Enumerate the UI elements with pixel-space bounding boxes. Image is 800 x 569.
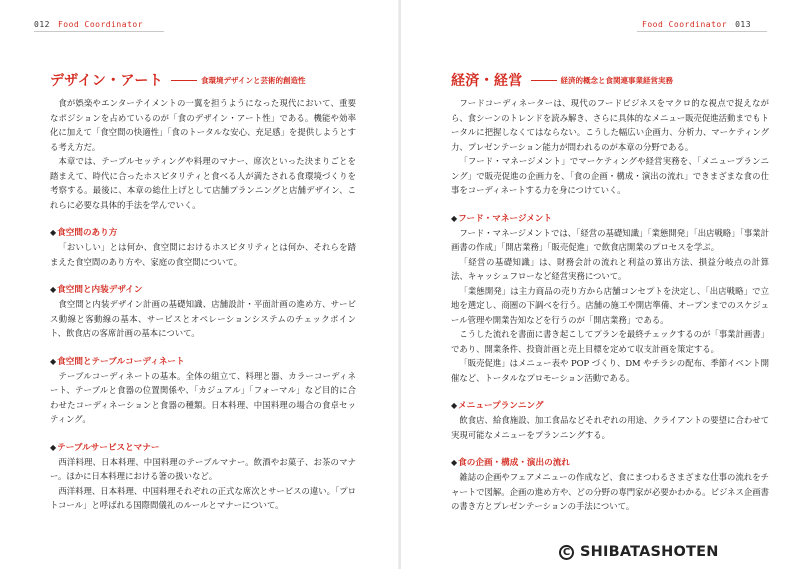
subsection bbox=[451, 456, 769, 514]
subsection-title: 食空間と内装デザイン bbox=[57, 285, 143, 295]
page-number: 012 bbox=[34, 19, 50, 29]
diamond-bullet-icon: ◆ bbox=[50, 228, 57, 237]
section-heading bbox=[451, 70, 673, 90]
intro bbox=[50, 96, 356, 212]
diamond-bullet-icon: ◆ bbox=[50, 356, 57, 366]
running-head-left bbox=[34, 18, 143, 30]
running-head-right bbox=[642, 18, 751, 30]
intro-paragraph: 本章では、テーブルセッティングや料理のマナー、席次といった決まりごとを踏まえて、時代に合ったホスピタリティと食べる人が満たされる食環境づくりを考察する。最後に、本章の総仕上げとして店舗プランニングと店舗デザイン、これらに必要な具体的手法を学んでいく。 bbox=[50, 156, 356, 210]
subsection-title: テーブルサービスとマナー bbox=[57, 442, 160, 453]
subsection-title: フード・マネージメント bbox=[458, 213, 553, 224]
subsection-heading bbox=[451, 399, 769, 413]
right-page bbox=[401, 0, 800, 569]
section-dash bbox=[531, 80, 557, 81]
diamond-bullet-icon: ◆ bbox=[451, 401, 458, 410]
subsection-heading bbox=[50, 283, 356, 297]
intro-paragraph: 食が娯楽やエンターテイメントの一翼を担うようになった現代において、重要なポジションを占めているのが「食のデザイン・アート性」である。機能や効率化に加えて「食空間の快適性」「食のトータルな安心、充足感」を提供しようとする考え方だ。 bbox=[50, 98, 356, 152]
section-subtitle: 経済的概念と食関連事業経営実務 bbox=[560, 75, 673, 85]
intro bbox=[451, 96, 769, 198]
subsection-heading bbox=[50, 355, 356, 369]
subsection-paragraph: 「業態開発」は主力商品の売り方から店舗コンセプトを決定し、「出店戦略」で立地を選定し、商圏の下調べを行う。店舗の施工や開店準備、オープンまでのスケジュール管理や開業告知などを行うのが「開店業務」である。 bbox=[451, 285, 769, 325]
right-content bbox=[451, 96, 769, 514]
copyright-watermark bbox=[559, 541, 719, 563]
subsection bbox=[451, 212, 769, 386]
subsection-title: メニュープランニング bbox=[458, 401, 544, 411]
subsection-heading bbox=[451, 456, 769, 470]
subsection-title: 食の企画・構成・演出の流れ bbox=[458, 458, 570, 468]
section-title: デザイン・アート bbox=[50, 73, 163, 89]
subsection-heading bbox=[50, 226, 356, 240]
section-dash bbox=[171, 80, 197, 81]
intro-paragraph: 「フード・マネージメント」でマーケティングや経営実務を、「メニュープランニング」で販売促進の企画力を、「食の企画・構成・演出の流れ」できまざまな食の仕事をコーディネートする力を身につけていく。 bbox=[451, 156, 769, 195]
copyright-icon: C bbox=[559, 545, 574, 560]
diamond-bullet-icon: ◆ bbox=[50, 285, 57, 294]
subsection-paragraph: 西洋料理、日本料理、中国料理のテーブルマナー。飲酒やお菓子、お茶のマナー。ほかに日本料理における箸の扱いなど。 bbox=[50, 456, 356, 481]
subsection-paragraph: 「販売促進」はメニュー表や POP づくり、DM やチラシの配布、季節イベント開催など、トータルなプロモーション活動である。 bbox=[451, 358, 769, 383]
subsection bbox=[451, 399, 769, 442]
page-number: 013 bbox=[735, 19, 752, 29]
subsection-paragraph: 「おいしい」とは何か、食空間におけるホスピタリティとは何か、それらを踏まえた食空間のあり方や、家庭の食空間について。 bbox=[50, 242, 356, 267]
section-heading bbox=[50, 70, 305, 90]
subsection-paragraph: 食空間と内装デザイン計画の基礎知識、店舗設計・平面計画の進め方、サービス動線と客動線の基本、サービスとオペレーションシステムのチェックポイント、飲食店の客席計画の基本について。 bbox=[50, 299, 356, 338]
section-title: 経済・経営 bbox=[451, 73, 523, 89]
subsection-paragraph: こうした流れを書面に書き起こしてプランを最終チェックするのが「事業計画書」であり、開業条件、投資計画と売上目標を定めて収支計画を策定する。 bbox=[451, 329, 770, 354]
subsection-paragraph: 飲食店、給食施設、加工食品などそれぞれの用途、クライアントの要望に合わせて実現可能なメニューをプランニングする。 bbox=[451, 415, 769, 440]
subsection-title: 食空間のあり方 bbox=[57, 228, 118, 238]
subsection bbox=[50, 283, 356, 341]
subsection bbox=[50, 226, 356, 269]
running-title: Food Coordinator bbox=[642, 19, 728, 29]
subsection-heading bbox=[50, 441, 356, 455]
left-page bbox=[0, 0, 399, 569]
subsection bbox=[50, 355, 356, 427]
running-rule bbox=[34, 31, 164, 32]
subsection bbox=[50, 441, 356, 513]
subsection-paragraph: テーブルコーディネートの基本。全体の組立て、料理と器、カラーコーディネート、テーブルと食器の位置関係や、「カジュアル」「フォーマル」など目的に合わせたコーディネーションと食器の種類。日本料理、中国料理の場合の食卓セッティング。 bbox=[50, 370, 356, 424]
copyright-text: SHIBATASHOTEN bbox=[580, 544, 719, 560]
section-subtitle: 食環境デザインと芸術的創造性 bbox=[201, 75, 306, 85]
diamond-bullet-icon: ◆ bbox=[451, 213, 458, 223]
subsection-title: 食空間とテーブルコーディネート bbox=[57, 356, 185, 367]
diamond-bullet-icon: ◆ bbox=[50, 442, 57, 452]
diamond-bullet-icon: ◆ bbox=[451, 458, 458, 467]
subsection-heading bbox=[451, 212, 769, 226]
left-content bbox=[50, 96, 356, 513]
subsection-paragraph: 西洋料理、日本料理、中国料理それぞれの正式な席次とサービスの違い。「プロトコール」と呼ばれる国際間儀礼のルールとマナーについて。 bbox=[50, 485, 356, 510]
intro-paragraph: フードコーディネーターは、現代のフードビジネスをマクロ的な視点で捉えながら、食シーンのトレンドを読み解き、さらに具体的なメニュー販売促進活動までもトータルに把握しなくてはならない。こうした幅広い企画力、分析力、マーケティング力、プレゼンテーション能力が問われるのが本章の分野である。 bbox=[451, 98, 769, 152]
subsection-paragraph: 「経営の基礎知識」は、財務会計の流れと利益の算出方法、損益分岐点の計算法、キャッシュフローなど経営実務について。 bbox=[451, 256, 769, 281]
running-rule bbox=[637, 31, 767, 32]
subsection-paragraph: フード・マネージメントでは、「経営の基礎知識」「業態開発」「出店戦略」「事業計画書の作成」「開店業務」「販売促進」で飲食店開業のプロセスを学ぶ。 bbox=[451, 227, 769, 252]
subsection-paragraph: 雑誌の企画やフェアメニューの作成など、食にまつわるさまざまな仕事の流れをチャートで図解。企画の進め方や、どの分野の専門家が必要かわかる。ビジネス企画書の書き方とプレゼンテーションの手法について。 bbox=[451, 472, 769, 511]
running-title: Food Coordinator bbox=[57, 19, 144, 29]
